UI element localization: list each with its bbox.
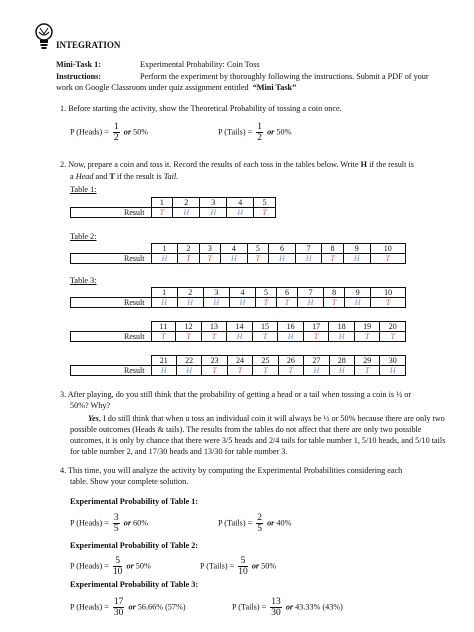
- toss-result-cell: H: [151, 366, 176, 376]
- toss-result-cell: T: [253, 366, 278, 376]
- toss-result-cell: T: [151, 332, 176, 342]
- toss-result-cell: T: [354, 332, 380, 342]
- result-label-cell: Result: [71, 208, 152, 218]
- blank-cell: [71, 288, 152, 298]
- answer-3-line-3: outcomes, it is only by chance that there were 3/5 heads and 2/4 tails for table number 1, 5/10 heads, and 5/10 tails: [70, 436, 446, 445]
- blank-cell: [71, 322, 152, 332]
- table-2-exp-title: Experimental Probability of Table 2:: [70, 541, 199, 550]
- toss-result-cell: T: [371, 298, 406, 308]
- instructions-line-1: Perform the experiment by thoroughly following the instructions. Submit a PDF of your: [140, 72, 429, 81]
- toss-result-cell: H: [295, 254, 322, 264]
- table-2-exp-tails: P (Tails) = $\frac{5}{10}$ or 50%: [200, 556, 277, 577]
- toss-number-cell: 10: [371, 288, 406, 298]
- task-value: Experimental Probability: Coin Toss: [140, 60, 260, 69]
- mini-task-title: “Mini Task”: [252, 83, 297, 92]
- result-label-cell: Result: [71, 298, 152, 308]
- lightbulb-logo-icon: [34, 22, 54, 52]
- toss-number-cell: 8: [324, 288, 345, 298]
- toss-result-cell: H: [329, 332, 355, 342]
- toss-number-cell: 21: [151, 356, 176, 366]
- toss-result-cell: H: [151, 254, 178, 264]
- toss-result-cell: T: [151, 208, 173, 218]
- result-label-cell: Result: [71, 366, 152, 376]
- result-label-cell: Result: [71, 254, 152, 264]
- toss-number-cell: 5: [254, 198, 276, 208]
- toss-number-cell: 20: [380, 322, 406, 332]
- q1-heads-probability: P (Heads) = $\frac{1}{2}$ or 50%: [70, 122, 149, 143]
- toss-number-cell: 22: [176, 356, 201, 366]
- toss-number-cell: 3: [203, 288, 229, 298]
- table-3-label: Table 3:: [70, 276, 97, 285]
- toss-number-cell: 30: [380, 356, 406, 366]
- table-3-exp-heads: P (Heads) = $\frac{17}{30}$ or 56.66% (57%): [70, 597, 186, 618]
- toss-number-cell: 27: [304, 356, 329, 366]
- toss-result-cell: H: [343, 254, 370, 264]
- toss-number-cell: 28: [329, 356, 354, 366]
- toss-result-cell: T: [247, 254, 268, 264]
- toss-result-cell: T: [252, 332, 278, 342]
- toss-number-cell: 4: [227, 198, 254, 208]
- toss-number-cell: 1: [151, 198, 173, 208]
- toss-number-cell: 16: [278, 322, 304, 332]
- toss-result-cell: T: [355, 366, 380, 376]
- toss-number-cell: 24: [227, 356, 252, 366]
- table-3-exp-tails: P (Tails) = $\frac{13}{30}$ or 43.33% (43%): [232, 597, 343, 618]
- toss-number-cell: 29: [355, 356, 380, 366]
- toss-number-cell: 17: [303, 322, 329, 332]
- toss-result-cell: T: [380, 332, 406, 342]
- toss-number-cell: 25: [253, 356, 278, 366]
- toss-number-cell: 23: [202, 356, 227, 366]
- toss-result-cell: T: [303, 332, 329, 342]
- question-4-line-2: table. Show your complete solution.: [70, 477, 189, 486]
- toss-number-cell: 12: [176, 322, 202, 332]
- table-1-exp-tails: P (Tails) = $\frac{2}{5}$ or 40%: [218, 513, 292, 534]
- table-1-exp-title: Experimental Probability of Table 1:: [70, 497, 199, 506]
- toss-result-cell: H: [269, 254, 296, 264]
- toss-result-cell: T: [199, 254, 220, 264]
- toss-number-cell: 15: [252, 322, 278, 332]
- toss-result-cell: T: [277, 298, 298, 308]
- table-3-part-2: [70, 321, 406, 342]
- toss-result-cell: T: [370, 254, 405, 264]
- toss-result-cell: H: [329, 366, 354, 376]
- question-1-text: 1. Before starting the activity, show the Theoretical Probability of tossing a coin once.: [60, 104, 342, 113]
- table-1-exp-heads: P (Heads) = $\frac{3}{5}$ or 60%: [70, 513, 149, 534]
- blank-cell: [71, 198, 152, 208]
- toss-result-cell: H: [227, 208, 254, 218]
- table-2: [70, 243, 406, 264]
- instructions-label: Instructions:: [56, 72, 102, 81]
- toss-result-cell: H: [177, 298, 203, 308]
- toss-number-cell: 3: [200, 198, 227, 208]
- question-4-line-1: 4. This time, you will analyze the activity by computing the Experimental Probabilities considering each: [60, 466, 403, 475]
- toss-result-cell: H: [298, 298, 324, 308]
- toss-number-cell: 7: [295, 244, 322, 254]
- toss-number-cell: 2: [178, 244, 199, 254]
- toss-result-cell: H: [221, 254, 248, 264]
- toss-number-cell: 8: [322, 244, 343, 254]
- toss-result-cell: H: [203, 298, 229, 308]
- toss-number-cell: 7: [298, 288, 324, 298]
- toss-number-cell: 18: [329, 322, 355, 332]
- toss-result-cell: H: [200, 208, 227, 218]
- toss-number-cell: 13: [201, 322, 227, 332]
- toss-number-cell: 4: [221, 244, 248, 254]
- toss-result-cell: T: [256, 298, 277, 308]
- toss-number-cell: 6: [269, 244, 296, 254]
- toss-result-cell: T: [202, 366, 227, 376]
- toss-number-cell: 14: [227, 322, 253, 332]
- q1-tails-probability: P (Tails) = $\frac{1}{2}$ or 50%: [218, 122, 292, 143]
- toss-number-cell: 11: [151, 322, 176, 332]
- blank-cell: [71, 244, 152, 254]
- page-title: INTEGRATION: [56, 40, 121, 50]
- toss-number-cell: 1: [151, 288, 177, 298]
- result-label-cell: Result: [71, 332, 152, 342]
- blank-cell: [71, 356, 152, 366]
- answer-3-line-1: Yes, I do still think that when u toss an individual coin it will always be ½ or 50% because there are only two: [88, 414, 445, 423]
- toss-result-cell: T: [324, 298, 345, 308]
- question-2-line-2: a Head and T if the result is Tail.: [70, 172, 179, 181]
- table-3-part-1: [70, 287, 406, 308]
- toss-number-cell: 2: [177, 288, 203, 298]
- question-2-line-1: 2. Now, prepare a coin and toss it. Record the results of each toss in the tables below. Write H if the result is: [60, 160, 414, 169]
- toss-result-cell: T: [176, 332, 202, 342]
- toss-number-cell: 9: [345, 288, 371, 298]
- toss-number-cell: 10: [370, 244, 405, 254]
- toss-number-cell: 4: [229, 288, 255, 298]
- table-1-label: Table 1:: [70, 185, 97, 194]
- toss-result-cell: T: [178, 254, 199, 264]
- table-1: [70, 197, 276, 218]
- answer-3-line-2: possible outcomes (Heads & tails). The results from the tables do not affect that there are only two possible: [70, 425, 422, 434]
- toss-result-cell: H: [345, 298, 371, 308]
- task-label: Mini-Task 1:: [56, 60, 101, 69]
- toss-number-cell: 6: [277, 288, 298, 298]
- table-2-exp-heads: P (Heads) = $\frac{5}{10}$ or 50%: [70, 556, 151, 577]
- toss-result-cell: H: [173, 208, 200, 218]
- toss-number-cell: 19: [354, 322, 380, 332]
- table-2-label: Table 2:: [70, 232, 97, 241]
- answer-3-line-4: for table number 2, and 17/30 heads and 13/30 for table number 3.: [70, 447, 288, 456]
- toss-number-cell: 1: [151, 244, 178, 254]
- toss-result-cell: H: [229, 298, 255, 308]
- instructions-line-2: work on Google Classroom under quiz assignment entitled “Mini Task”: [56, 83, 297, 92]
- toss-result-cell: H: [278, 332, 304, 342]
- toss-result-cell: T: [254, 208, 276, 218]
- toss-number-cell: 3: [199, 244, 220, 254]
- toss-result-cell: H: [227, 332, 253, 342]
- toss-result-cell: H: [151, 298, 177, 308]
- toss-result-cell: T: [227, 366, 252, 376]
- toss-number-cell: 26: [278, 356, 303, 366]
- toss-result-cell: H: [380, 366, 406, 376]
- toss-result-cell: T: [322, 254, 343, 264]
- toss-number-cell: 5: [247, 244, 268, 254]
- toss-result-cell: H: [304, 366, 329, 376]
- toss-number-cell: 5: [256, 288, 277, 298]
- table-3-part-3: [70, 355, 406, 376]
- toss-number-cell: 2: [173, 198, 200, 208]
- question-3-line-1: 3. After playing, do you still think that the probability of getting a head or a tail when tossing a coin is ½ or: [60, 390, 412, 399]
- table-3-exp-title: Experimental Probability of Table 3:: [70, 580, 199, 589]
- toss-result-cell: T: [201, 332, 227, 342]
- toss-result-cell: H: [176, 366, 201, 376]
- toss-result-cell: T: [278, 366, 303, 376]
- toss-number-cell: 9: [343, 244, 370, 254]
- question-3-line-2: 50%? Why?: [70, 401, 111, 410]
